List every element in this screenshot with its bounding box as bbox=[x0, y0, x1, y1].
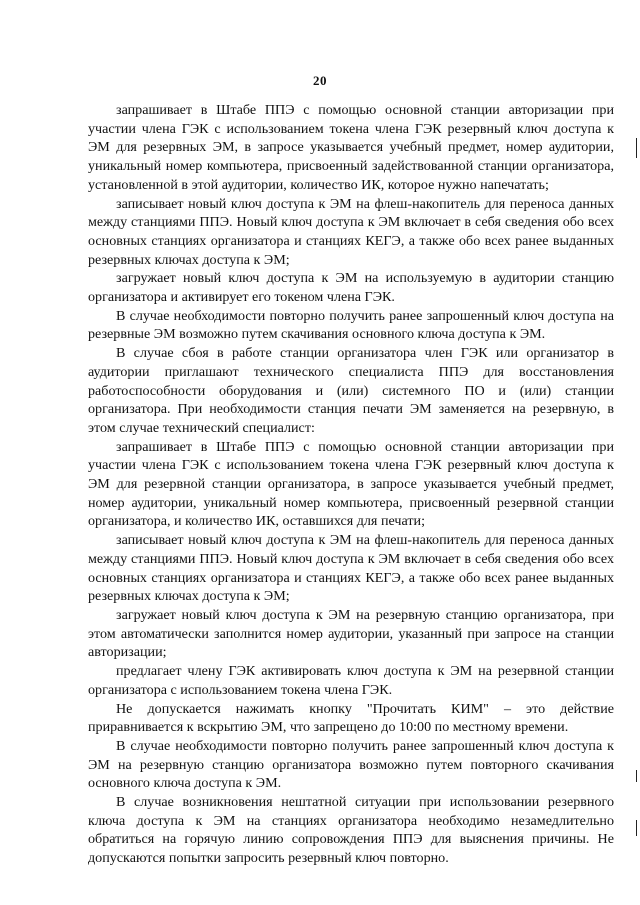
body-text bbox=[88, 101, 614, 868]
scan-edge-mark bbox=[636, 820, 637, 836]
paragraph-11: В случае необходимости повторно получить ранее запрошенный ключ доступа к ЭМ на резервную станцию организатора возможно путем повторного скачивания основного ключа доступа к ЭМ. bbox=[88, 737, 614, 792]
paragraph-5: В случае сбоя в работе станции организатора член ГЭК или организатор в аудитории приглашают технического специалиста ППЭ для восстановления работоспособности оборудования и (или) системного ПО и (или) станции организатора. При необходимости станция печати ЭМ заменяется на резервную, в этом случае технический специалист: bbox=[88, 345, 614, 436]
page-number: 20 bbox=[313, 73, 327, 88]
paragraph-2: записывает новый ключ доступа к ЭМ на флеш-накопитель для переноса данных между станциями ППЭ. Новый ключ доступа к ЭМ включает в себя сведения обо всех основных станциях организатора и станциях КЕГЭ, а также обо всех ранее выданных резервных ключах доступа к ЭМ; bbox=[88, 195, 614, 268]
paragraph-1: запрашивает в Штабе ППЭ с помощью основной станции авторизации при участии члена ГЭК с использованием токена члена ГЭК резервный ключ доступа к ЭМ для резервных ЭМ, в запросе указывается учебный предмет, номер аудитории, уникальный номер компьютера, присвоенный задействованной станции организатора, установленной в этой аудитории, количество ИК, которое нужно напечатать; bbox=[88, 102, 614, 193]
scan-edge-mark bbox=[636, 138, 637, 158]
paragraph-7: записывает новый ключ доступа к ЭМ на флеш-накопитель для переноса данных между станциями ППЭ. Новый ключ доступа к ЭМ включает в себя сведения обо всех основных станциях организатора и станциях КЕГЭ, а также обо всех ранее выданных резервных ключах доступа к ЭМ; bbox=[88, 532, 614, 605]
paragraph-3: загружает новый ключ доступа к ЭМ на используемую в аудитории станцию организатора и активирует его токеном члена ГЭК. bbox=[88, 270, 614, 306]
scan-edge-mark bbox=[636, 770, 637, 782]
paragraph-8: загружает новый ключ доступа к ЭМ на резервную станцию организатора, при этом автоматически заполнится номер аудитории, указанный при запросе на станции авторизации; bbox=[88, 606, 614, 661]
paragraph-4: В случае необходимости повторно получить ранее запрошенный ключ доступа на резервные ЭМ возможно путем скачивания основного ключа доступа к ЭМ. bbox=[88, 307, 614, 343]
paragraph-10: Не допускается нажимать кнопку "Прочитать КИМ" – это действие приравнивается к вскрытию ЭМ, что запрещено до 10:00 по местному времени. bbox=[88, 700, 614, 736]
paragraph-12: В случае возникновения нештатной ситуации при использовании резервного ключа доступа к ЭМ на станциях организатора необходимо незамедлительно обратиться на горячую линию сопровождения ППЭ для выяснения причины. Не допускаются попытки запросить резервный ключ повторно. bbox=[88, 794, 614, 867]
paragraph-6: запрашивает в Штабе ППЭ с помощью основной станции авторизации при участии члена ГЭК с использованием токена члена ГЭК резервный ключ доступа к ЭМ для резервной станции организатора, в запросе указывается учебный предмет, номер аудитории, уникальный номер компьютера, присвоенный резервной станции организатора, и количество ИК, оставшихся для печати; bbox=[88, 438, 614, 530]
paragraph-9: предлагает члену ГЭК активировать ключ доступа к ЭМ на резервной станции организатора с использованием токена члена ГЭК. bbox=[88, 663, 614, 698]
